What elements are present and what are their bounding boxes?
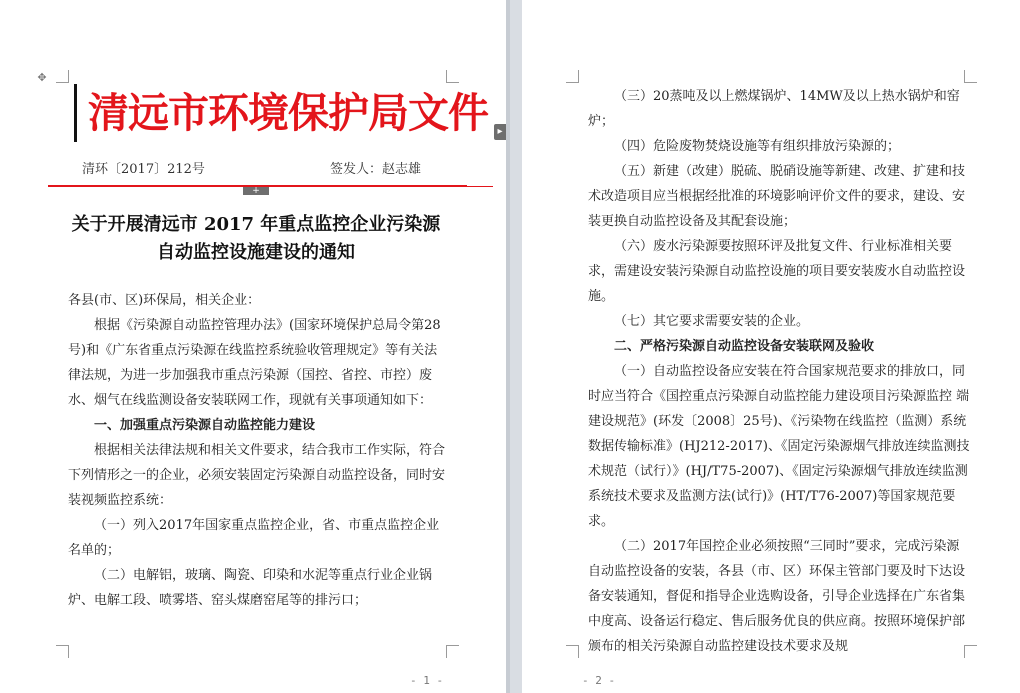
expand-tab-icon[interactable]: ▸ (494, 124, 506, 140)
body-paragraph: （一）自动监控设备应安装在符合国家规范要求的排放口，同时应当符合《国控重点污染源自动监控能力建设项目污染源监控 端建设规范》(环发〔2008〕25号)、《污染物在线监控（监测）系统数据传输标准》(HJ212-2017)、《固定污染源烟气排放连续监测技术规范（试行）》(HJ/T75-2007)、《固定污染源烟气排放连续监测系统技术要求及监测方法(试行)》(HT/T76-2007)等国家规范要求。 (588, 364, 970, 529)
section-heading: 一、加强重点污染源自动监控能力建设 (94, 418, 316, 433)
document-header-title: 清远市环境保护局文件 (88, 89, 488, 137)
section-heading: 二、严格污染源自动监控设备安装联网及验收 (614, 339, 875, 354)
body-paragraph: （三）20蒸吨及以上燃煤锅炉、14MW及以上热水锅炉和窑炉； (588, 89, 960, 129)
margin-corner-top-left (566, 70, 579, 83)
margin-corner-bottom-right (446, 645, 459, 658)
page-number: - 1 - (410, 674, 444, 687)
page-number: - 2 - (582, 674, 616, 687)
margin-corner-top-left (56, 70, 69, 83)
body-paragraph: （六）废水污染源要按照环评及批复文件、行业标准相关要求，需建设安装污染源自动监控设施的项目要安装废水自动监控设施。 (588, 239, 966, 304)
title-vertical-rule (74, 84, 77, 142)
page2-body (588, 84, 970, 659)
body-paragraph: 根据相关法律法规和相关文件要求，结合我市工作实际，符合下列情形之一的企业，必须安装固定污染源自动监控设备，同时安装视频监控系统： (68, 443, 446, 508)
body-paragraph: （四）危险废物焚烧设施等有组织排放污染源的； (614, 139, 901, 154)
notice-title-line1: 关于开展清远市 2017 年重点监控企业污染源 (71, 214, 441, 235)
page-gutter (506, 0, 522, 693)
document-number: 清环〔2017〕212号 (82, 162, 205, 177)
table-move-handle-icon[interactable]: ✥ (37, 71, 47, 84)
body-paragraph: （一）列入2017年国家重点监控企业，省、市重点监控企业名单的； (68, 518, 440, 558)
notice-title (46, 211, 466, 267)
salutation: 各县(市、区)环保局，相关企业： (68, 293, 261, 308)
notice-title-line2: 自动监控设施建设的通知 (157, 242, 355, 263)
body-paragraph: （二）电解铝，玻璃、陶瓷、印染和水泥等重点行业企业锅炉、电解工段、喷雾塔、窑头煤磨窑尾等的排污口； (68, 568, 433, 608)
margin-corner-bottom-left (56, 645, 69, 658)
document-signer: 签发人：赵志雄 (330, 162, 422, 177)
body-paragraph: （五）新建（改建）脱硫、脱硝设施等新建、改建、扩建和技术改造项目应当根据经批准的环境影响评价文件的要求，建设、安装更换自动监控设备及其配套设施； (588, 164, 966, 229)
body-paragraph: （二）2017年国控企业必须按照“三同时”要求，完成污染源自动监控设备的安装，各县（市、区）环保主管部门要及时下达设备安装通知，督促和指导企业选购设备，引导企业选择在广东省集中度高、设备运行稳定、售后服务优良的供应商。按照环境保护部颁布的相关污染源自动监控建设技术要求及规 (588, 539, 966, 654)
section-add-handle-icon[interactable]: + (243, 187, 269, 195)
margin-corner-bottom-left (566, 645, 579, 658)
margin-corner-top-right (446, 70, 459, 83)
body-paragraph: （七）其它要求需要安装的企业。 (614, 314, 810, 329)
page1-body (68, 288, 446, 613)
body-paragraph: 根据《污染源自动监控管理办法》(国家环境保护总局令第28号)和《广东省重点污染源在线监控系统验收管理规定》等有关法律法规，为进一步加强我市重点污染源（国控、省控、市控）废水、烟气在线监测设备安装联网工作，现就有关事项通知如下： (68, 318, 441, 408)
document-page-1 (0, 0, 506, 693)
header-red-rule-tail (467, 186, 493, 187)
margin-corner-top-right (964, 70, 977, 83)
